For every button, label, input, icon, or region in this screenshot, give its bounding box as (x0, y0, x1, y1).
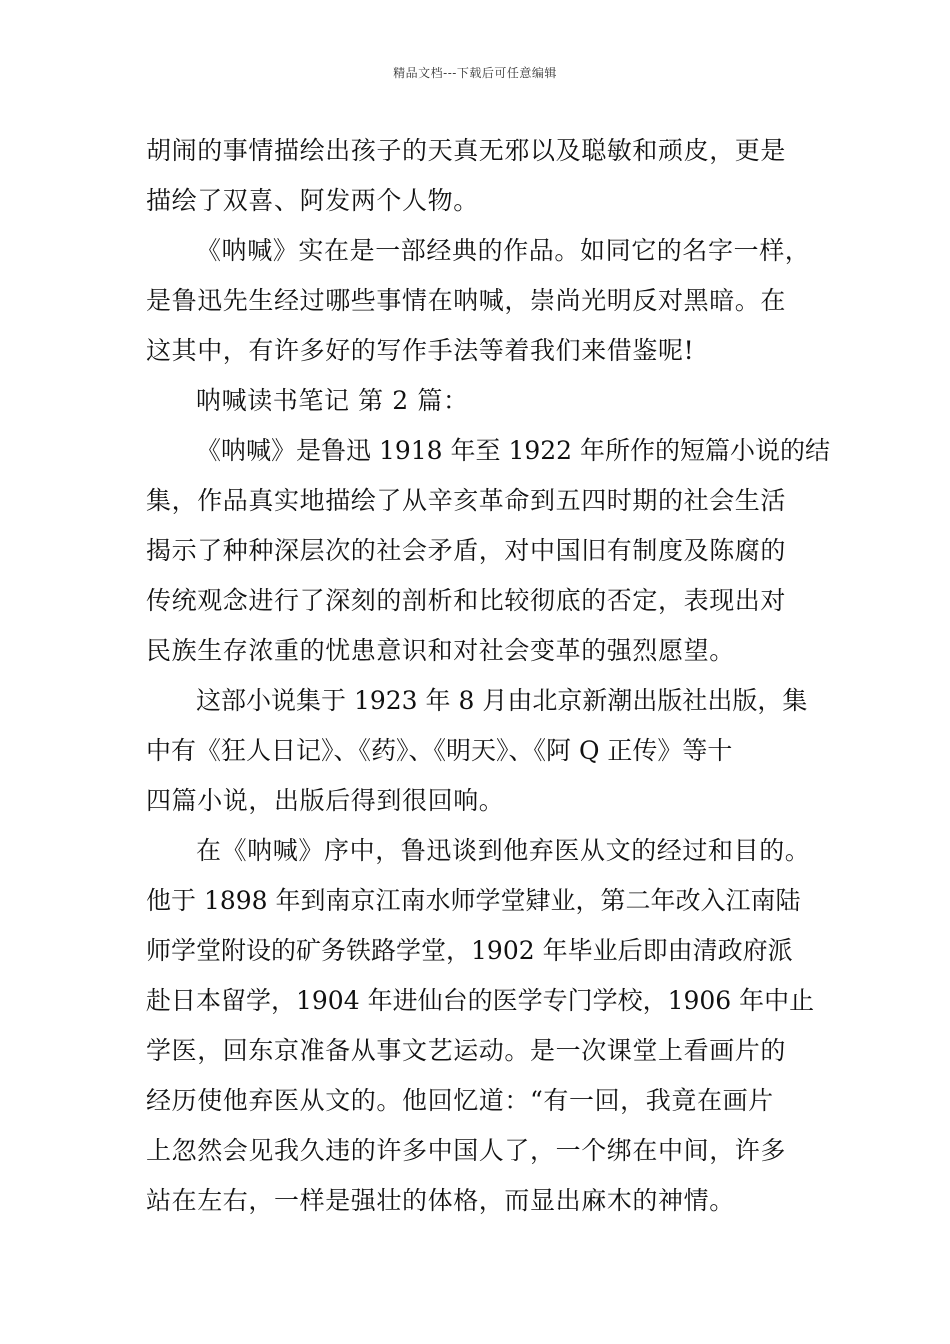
page-header: 精品文档---下载后可任意编辑 (393, 66, 557, 80)
paragraph-start: 《呐喊》实在是一部经典的作品。如同它的名字一样， (196, 236, 811, 265)
text-line: 是鲁迅先生经过哪些事情在呐喊，崇尚光明反对黑暗。在 (146, 286, 787, 315)
text-line: 胡闹的事情描绘出孩子的天真无邪以及聪敏和顽皮，更是 (146, 136, 787, 165)
text-line: 站在左右，一样是强壮的体格，而显出麻木的神情。 (146, 1186, 735, 1215)
text-line: 经历使他弃医从文的。他回忆道：“有一回，我竟在画片 (146, 1086, 774, 1115)
text-line: 集，作品真实地描绘了从辛亥革命到五四时期的社会生活 (146, 486, 787, 515)
text-line: 他于 1898 年到南京江南水师学堂肄业，第二年改入江南陆 (146, 886, 801, 915)
text-line: 四篇小说，出版后得到很回响。 (146, 786, 505, 815)
text-line: 描绘了双喜、阿发两个人物。 (146, 186, 479, 215)
section-heading: 呐喊读书笔记 第 2 篇： (196, 386, 469, 415)
text-line: 这其中，有许多好的写作手法等着我们来借鉴呢! (146, 336, 695, 365)
body-text (146, 126, 831, 1226)
paragraph-start: 这部小说集于 1923 年 8 月由北京新潮出版社出版，集 (196, 686, 808, 715)
text-line: 赴日本留学，1904 年进仙台的医学专门学校，1906 年中止 (146, 986, 815, 1015)
text-line: 师学堂附设的矿务铁路学堂，1902 年毕业后即由清政府派 (146, 936, 793, 965)
text-line: 揭示了种种深层次的社会矛盾，对中国旧有制度及陈腐的 (146, 536, 787, 565)
text-line: 传统观念进行了深刻的剖析和比较彻底的否定，表现出对 (146, 586, 787, 615)
text-line: 民族生存浓重的忧患意识和对社会变革的强烈愿望。 (146, 636, 735, 665)
text-line: 中有《狂人日记》、《药》、《明天》、《阿 Q 正传》等十 (146, 736, 733, 765)
text-line: 上忽然会见我久违的许多中国人了，一个绑在中间，许多 (146, 1136, 787, 1165)
paragraph-start: 在《呐喊》序中，鲁迅谈到他弃医从文的经过和目的。 (196, 836, 811, 865)
text-line: 学医，回东京准备从事文艺运动。是一次课堂上看画片的 (146, 1036, 787, 1065)
paragraph-start: 《呐喊》是鲁迅 1918 年至 1922 年所作的短篇小说的结 (196, 436, 831, 465)
